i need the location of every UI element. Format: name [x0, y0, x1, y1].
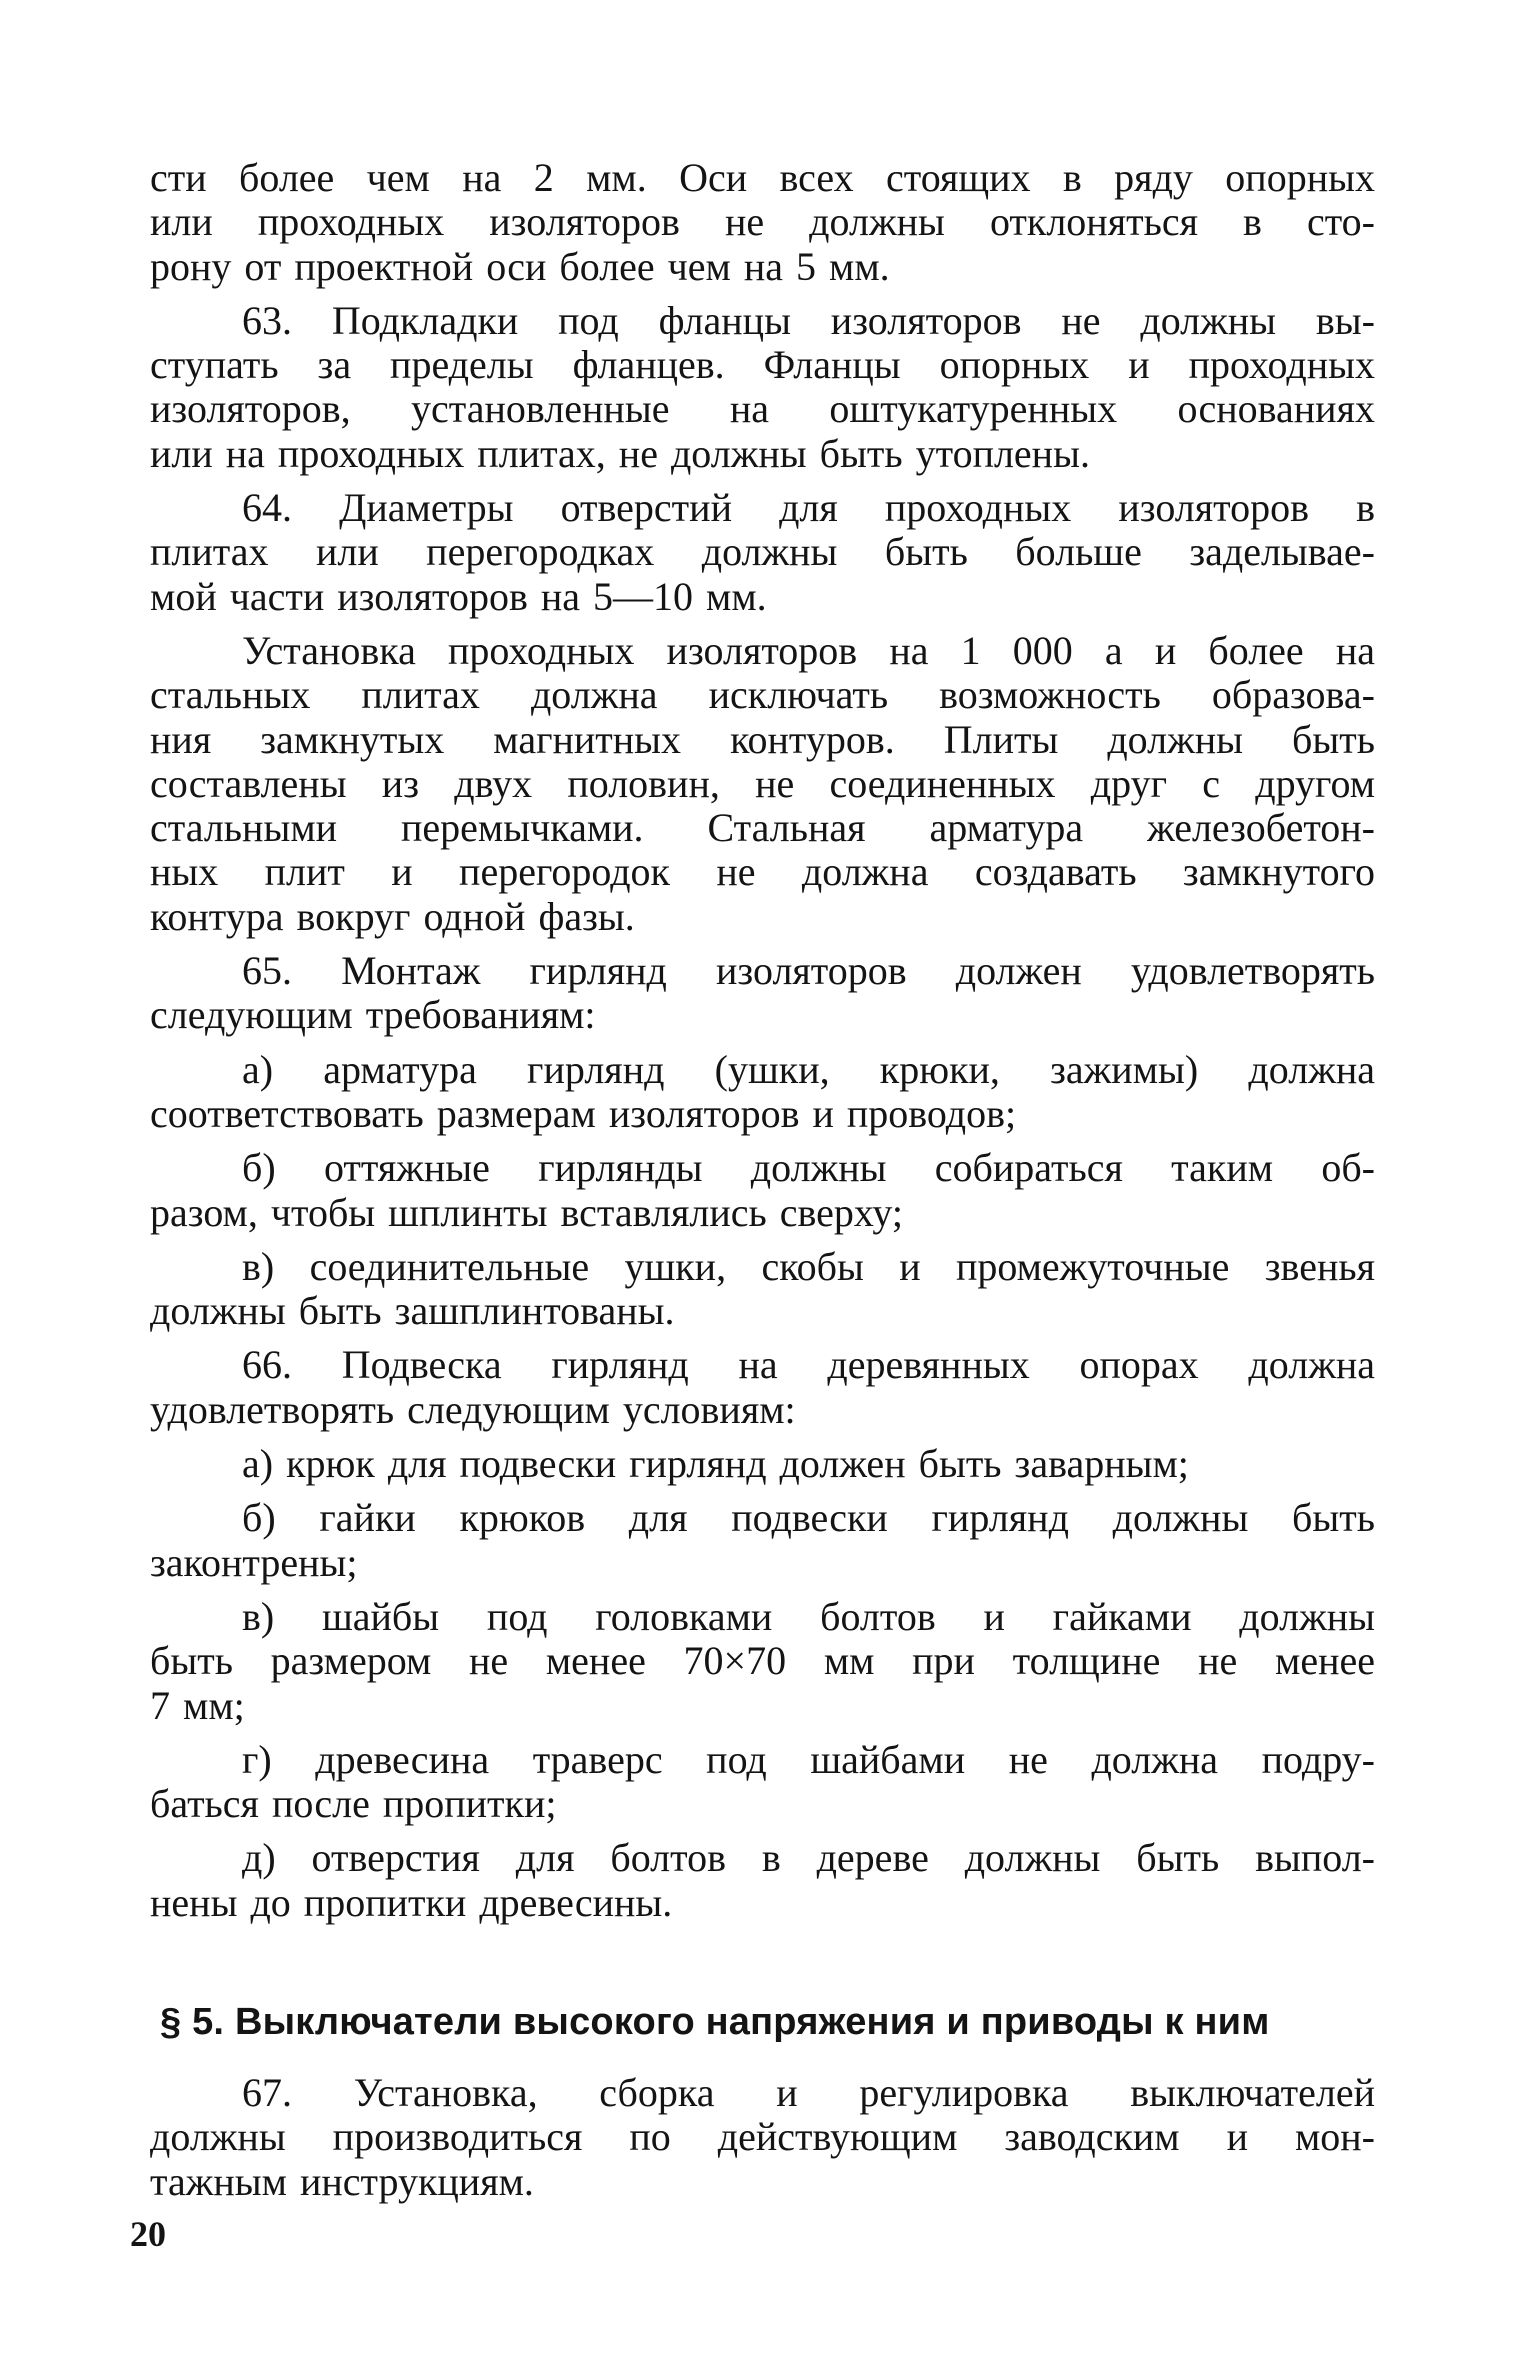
text-line: б) гайки крюков для подвески гирлянд должны быть	[242, 1495, 1375, 1541]
text-line: изоляторов, установленные на оштукатуренных основаниях	[150, 386, 1375, 432]
paragraph-p-66-g	[150, 1738, 1375, 1827]
paragraph-p-64	[150, 486, 1375, 619]
text-line: мой части изоляторов на 5—10 мм.	[150, 573, 767, 619]
paragraph-p-65-v	[150, 1245, 1375, 1334]
text-line: 67. Установка, сборка и регулировка выключателей	[242, 2069, 1375, 2115]
text-line: б) оттяжные гирлянды должны собираться таким об-	[242, 1145, 1375, 1191]
paragraph-p-65-b	[150, 1146, 1375, 1235]
text-line: или на проходных плитах, не должны быть утоплены.	[150, 430, 1090, 476]
paragraph-p-66-v	[150, 1595, 1375, 1728]
text-line: законтрены;	[150, 1539, 358, 1585]
text-line: 65. Монтаж гирлянд изоляторов должен удовлетворять	[242, 948, 1375, 994]
text-line: д) отверстия для болтов в дереве должны быть выпол-	[242, 1835, 1375, 1881]
text-line: нены до пропитки древесины.	[150, 1879, 673, 1925]
text-line: ных плит и перегородок не должна создавать замкнутого	[150, 849, 1375, 895]
text-line: 63. Подкладки под фланцы изоляторов не должны вы-	[242, 297, 1375, 343]
text-line: в) шайбы под головками болтов и гайками должны	[242, 1593, 1375, 1639]
paragraph-p-66-b	[150, 1496, 1375, 1585]
section-body	[150, 2071, 1375, 2204]
text-line: ступать за пределы фланцев. Фланцы опорных и проходных	[150, 342, 1375, 388]
text-line: быть размером не менее 70×70 мм при толщине не менее	[150, 1638, 1375, 1684]
text-line: плитах или перегородках должны быть больше заделывае-	[150, 529, 1375, 575]
paragraph-p-64-b	[150, 629, 1375, 939]
text-line: 66. Подвеска гирлянд на деревянных опорах должна	[242, 1342, 1375, 1388]
paragraph-p-continuation	[150, 156, 1375, 289]
text-line: должны производиться по действующим заводским и мон-	[150, 2114, 1375, 2160]
text-line: должны быть зашплинтованы.	[150, 1288, 675, 1334]
text-line: или проходных изоляторов не должны отклоняться в сто-	[150, 199, 1375, 245]
text-line: а) крюк для подвески гирлянд должен быть заварным;	[242, 1441, 1189, 1487]
page-number: 20	[130, 2214, 166, 2254]
paragraph-p-66-d	[150, 1836, 1375, 1925]
text-line: а) арматура гирлянд (ушки, крюки, зажимы) должна	[242, 1046, 1375, 1092]
text-line: баться после пропитки;	[150, 1781, 557, 1827]
text-line: 7 мм;	[150, 1682, 245, 1728]
text-line: ния замкнутых магнитных контуров. Плиты должны быть	[150, 716, 1375, 762]
paragraph-p-63	[150, 299, 1375, 476]
body-text	[150, 156, 1375, 1925]
paragraph-p-67	[150, 2071, 1375, 2204]
text-line: следующим требованиям:	[150, 992, 596, 1038]
document-page	[150, 156, 1375, 2214]
text-line: составлены из двух половин, не соединенных друг с другом	[150, 760, 1375, 806]
text-line: рону от проектной оси более чем на 5 мм.	[150, 243, 890, 289]
text-line: г) древесина траверс под шайбами не должна подру-	[242, 1736, 1375, 1782]
section-heading: § 5. Выключатели высокого напряжения и приводы к ним	[160, 2000, 1270, 2043]
paragraph-p-65	[150, 949, 1375, 1038]
paragraph-p-66	[150, 1343, 1375, 1432]
text-line: в) соединительные ушки, скобы и промежуточные звенья	[242, 1243, 1375, 1289]
text-line: Установка проходных изоляторов на 1 000 а и более на	[242, 627, 1375, 673]
paragraph-p-65-a	[150, 1048, 1375, 1137]
text-line: 64. Диаметры отверстий для проходных изоляторов в	[242, 485, 1375, 531]
text-line: разом, чтобы шплинты вставлялись сверху;	[150, 1189, 903, 1235]
text-line: стальными перемычками. Стальная арматура железобетон-	[150, 805, 1375, 851]
text-line: удовлетворять следующим условиям:	[150, 1386, 796, 1432]
text-line: стальных плитах должна исключать возможность образова-	[150, 672, 1375, 718]
text-line: соответствовать размерам изоляторов и проводов;	[150, 1090, 1017, 1136]
text-line: контура вокруг одной фазы.	[150, 893, 635, 939]
text-line: сти более чем на 2 мм. Оси всех стоящих в ряду опорных	[150, 155, 1375, 200]
paragraph-p-66-a	[150, 1442, 1375, 1486]
text-line: тажным инструкциям.	[150, 2158, 534, 2204]
